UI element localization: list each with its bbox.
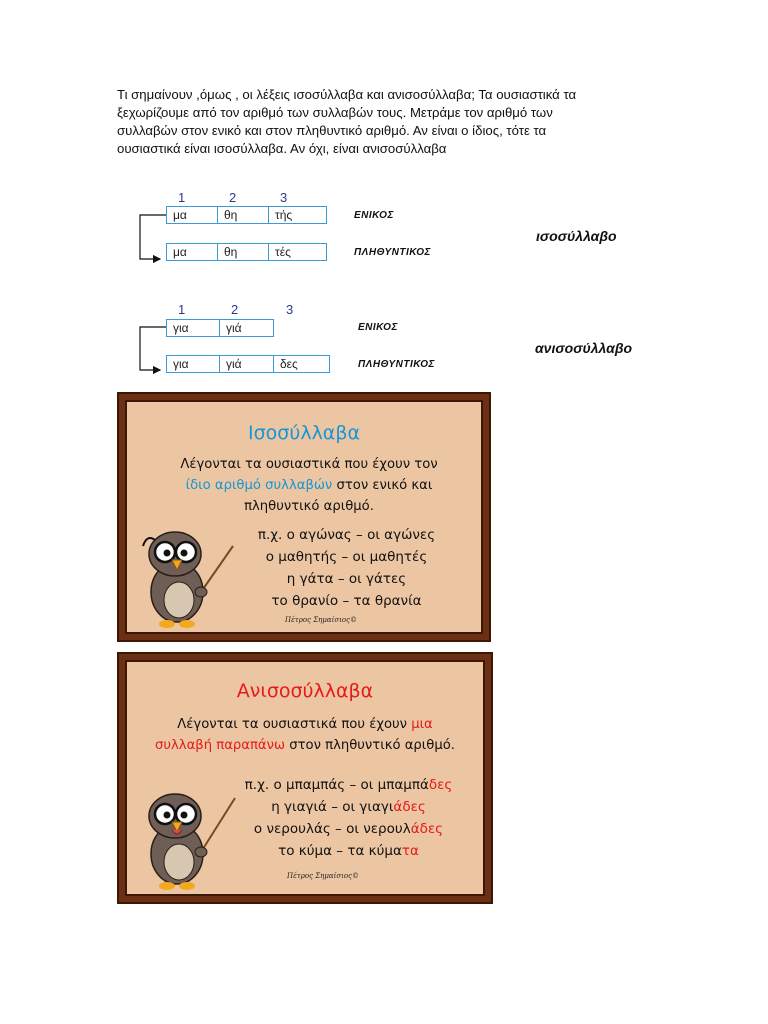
example-text: η γιαγιά – οι γιαγι (271, 799, 394, 815)
syllable-cell: για (166, 355, 220, 373)
singular-row (166, 319, 274, 337)
signature: Πέτρος Σημαίσιος© (287, 872, 360, 880)
example-text: το κύμα – τα κύμα (278, 843, 402, 859)
highlight-text: συλλαβή παραπάνω (155, 738, 286, 753)
example-line (222, 774, 475, 796)
anisosyllabic-board (117, 652, 493, 904)
intro-line: συλλαβών στον ενικό και στον πληθυντικό αριθμό. Αν είναι ο ίδιος, τότε τα (117, 123, 547, 138)
signature: Πέτρος Σημαίσιος© (285, 616, 358, 624)
definition-line (137, 735, 473, 756)
intro-line: ξεχωρίζουμε από τον αριθμό των συλλαβών τους. Μετράμε τον αριθμό των (117, 105, 553, 120)
board-definition (147, 454, 471, 517)
syllable-cell: τές (269, 243, 327, 261)
example-line: το θρανίο – τα θρανία (271, 593, 422, 609)
plural-label: ΠΛΗΘΥΝΤΙΚΟΣ (358, 359, 435, 370)
singular-row (166, 206, 327, 224)
example-line (222, 796, 475, 818)
syllable-number: 3 (280, 190, 288, 205)
example-line (222, 818, 475, 840)
owl-teacher-icon (139, 520, 239, 630)
isosyllabic-board (117, 392, 491, 642)
syllable-cell: μα (166, 243, 218, 261)
syllable-cell: τής (269, 206, 327, 224)
singular-label: ΕΝΙΚΟΣ (354, 210, 394, 221)
example-line (222, 840, 475, 862)
definition-text: στον ενικό και (332, 478, 433, 493)
definition-line: πληθυντικό αριθμό. (244, 499, 374, 514)
syllable-cell: γιά (220, 355, 274, 373)
board-examples (222, 524, 471, 612)
connector-arrow-2 (140, 327, 166, 370)
highlight-text: άδες (393, 799, 426, 815)
syllable-number: 2 (229, 190, 237, 205)
intro-line: Τι σημαίνουν ,όμως , οι λέξεις ισοσύλλαβα και ανισοσύλλαβα; Τα ουσιαστικά τα (117, 87, 577, 102)
intro-line: ουσιαστικά είναι ισοσύλλαβα. Αν όχι, είναι ανισοσύλλαβα (117, 141, 447, 156)
syllable-cell: για (166, 319, 220, 337)
highlight-text: μια (411, 717, 433, 732)
definition-line: Λέγονται τα ουσιαστικά που έχουν τον (180, 457, 438, 472)
plural-row (166, 243, 327, 261)
highlight-text: τα (401, 843, 419, 859)
result-label: ισοσύλλαβο (536, 228, 617, 244)
syllable-cell: θη (218, 206, 269, 224)
example-text: ο νερουλάς – οι νερουλ (253, 821, 411, 837)
definition-line (137, 714, 473, 735)
result-label: ανισοσύλλαβο (535, 340, 633, 356)
definition-text: στον πληθυντικό αριθμό. (285, 738, 455, 753)
highlight-text: δες (428, 777, 453, 793)
syllable-number: 2 (231, 302, 239, 317)
board-examples (222, 774, 475, 862)
example-text: π.χ. ο μπαμπάς – οι μπαμπά (244, 777, 429, 793)
singular-label: ΕΝΙΚΟΣ (358, 322, 398, 333)
syllable-number: 1 (178, 302, 186, 317)
board-surface (125, 400, 483, 634)
example-line: η γάτα – οι γάτες (286, 571, 407, 587)
example-line: ο μαθητής – οι μαθητές (265, 549, 428, 565)
plural-row (166, 355, 330, 373)
syllable-number: 1 (178, 190, 186, 205)
syllable-cell: μα (166, 206, 218, 224)
example-line: π.χ. ο αγώνας – οι αγώνες (257, 527, 436, 543)
connector-arrow-1 (140, 215, 166, 259)
highlight-text: άδες (410, 821, 444, 837)
syllable-number: 3 (286, 302, 294, 317)
syllable-cell: δες (274, 355, 330, 373)
owl-teacher-icon (139, 782, 239, 892)
definition-line (147, 475, 471, 496)
plural-label: ΠΛΗΘΥΝΤΙΚΟΣ (354, 247, 431, 258)
definition-text: Λέγονται τα ουσιαστικά που έχουν (177, 717, 412, 732)
board-title: Ισοσύλλαβα (248, 422, 360, 444)
board-surface (125, 660, 485, 896)
board-definition (137, 714, 473, 756)
highlight-text: ίδιο αριθμό συλλαβών (185, 478, 333, 493)
syllable-cell: γιά (220, 319, 274, 337)
syllable-cell: θη (218, 243, 269, 261)
board-title: Ανισοσύλλαβα (236, 680, 374, 702)
